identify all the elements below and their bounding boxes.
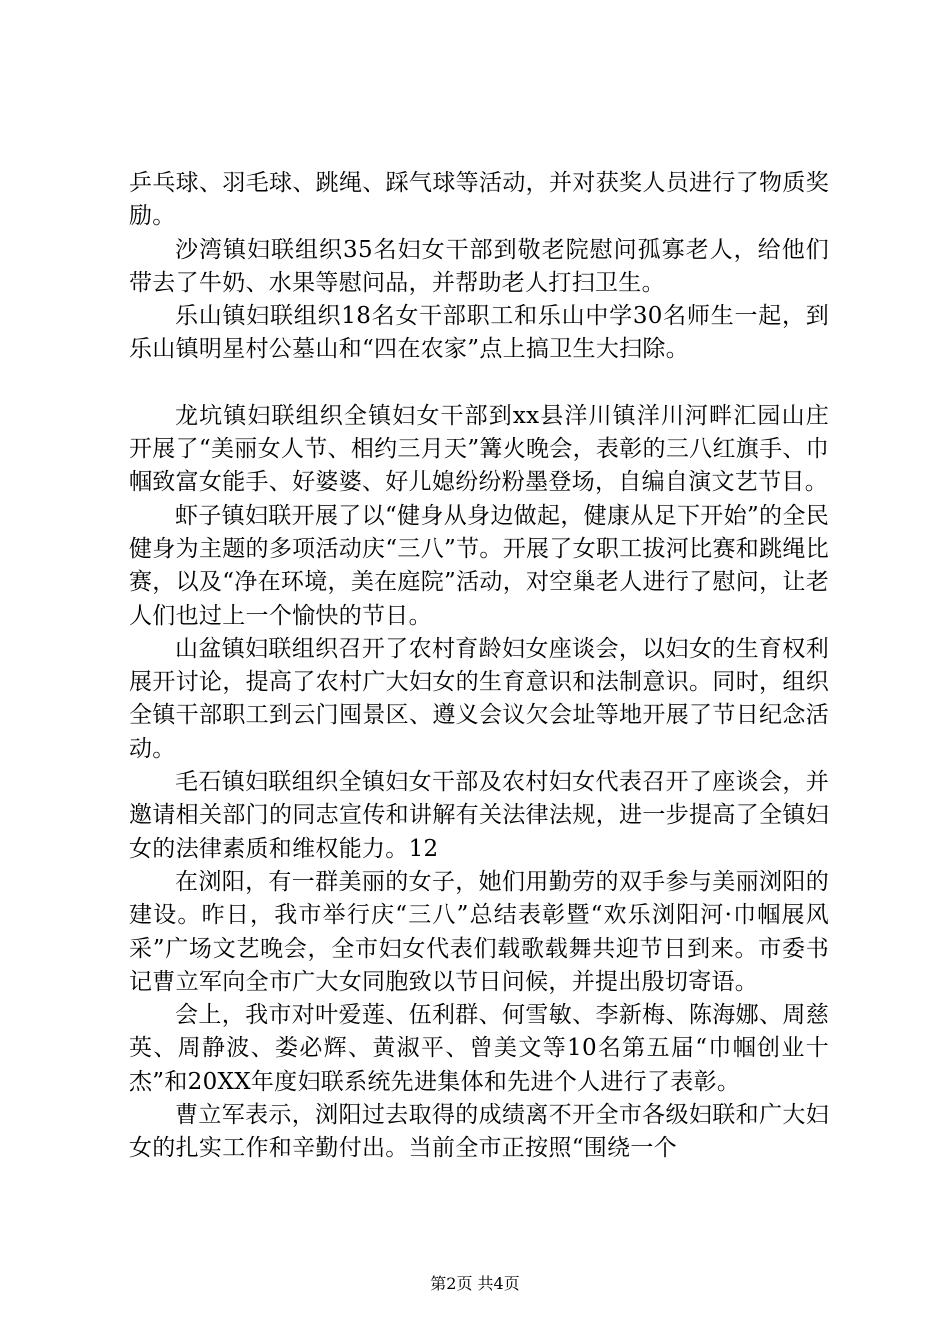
paragraph-5: 虾子镇妇联开展了以“健身从身边做起，健康从足下开始”的全民健身为主题的多项活动庆“三八”节。开展了女职工拔河比赛和跳绳比赛，以及“净在环境，美在庭院”活动，对空巢老人进行了慰问，让老人们也过上一个愉快的节日。	[129, 502, 829, 629]
paragraph-2: 沙湾镇妇联组织35名妇女干部到敬老院慰问孤寡老人，给他们带去了牛奶、水果等慰问品，并帮助老人打扫卫生。	[129, 236, 829, 296]
document-body	[129, 167, 829, 1166]
paragraph-10: 曹立军表示，浏阳过去取得的成绩离不开全市各级妇联和广大妇女的扎实工作和辛勤付出。当前全市正按照“围绕一个	[129, 1102, 829, 1162]
paragraph-3: 乐山镇妇联组织18名女干部职工和乐山中学30名师生一起，到乐山镇明星村公墓山和“四在农家”点上搞卫生大扫除。	[129, 303, 829, 363]
paragraph-6: 山盆镇妇联组织召开了农村育龄妇女座谈会，以妇女的生育权利展开讨论，提高了农村广大妇女的生育意识和法制意识。同时，组织全镇干部职工到云门囤景区、遵义会议欠会址等地开展了节日纪念活动。	[129, 635, 829, 762]
paragraph-9: 会上，我市对叶爱莲、伍利群、何雪敏、李新梅、陈海娜、周慈英、周静波、娄必辉、黄淑平、曾美文等10名第五届“巾帼创业十杰”和20XX年度妇联系统先进集体和先进个人进行了表彰。	[129, 1002, 829, 1095]
paragraph-1: 乒乓球、羽毛球、跳绳、踩气球等活动，并对获奖人员进行了物质奖励。	[129, 170, 829, 230]
paragraph-7: 毛石镇妇联组织全镇妇女干部及农村妇女代表召开了座谈会，并邀请相关部门的同志宣传和讲解有关法律法规，进一步提高了全镇妇女的法律素质和维权能力。12	[129, 769, 829, 862]
page-number-footer: 第2页 共4页	[430, 1274, 520, 1293]
paragraph-4: 龙坑镇妇联组织全镇妇女干部到xx县洋川镇洋川河畔汇园山庄开展了“美丽女人节、相约三月天”篝火晚会，表彰的三八红旗手、巾帼致富女能手、好婆婆、好儿媳纷纷粉墨登场，自编自演文艺节目。	[129, 402, 829, 496]
paragraph-8: 在浏阳，有一群美丽的女子，她们用勤劳的双手参与美丽浏阳的建设。昨日，我市举行庆“三八”总结表彰暨“欢乐浏阳河·巾帼展风采”广场文艺晚会，全市妇女代表们载歌载舞共迎节日到来。市委书记曹立军向全市广大女同胞致以节日问候，并提出殷切寄语。	[129, 868, 829, 995]
